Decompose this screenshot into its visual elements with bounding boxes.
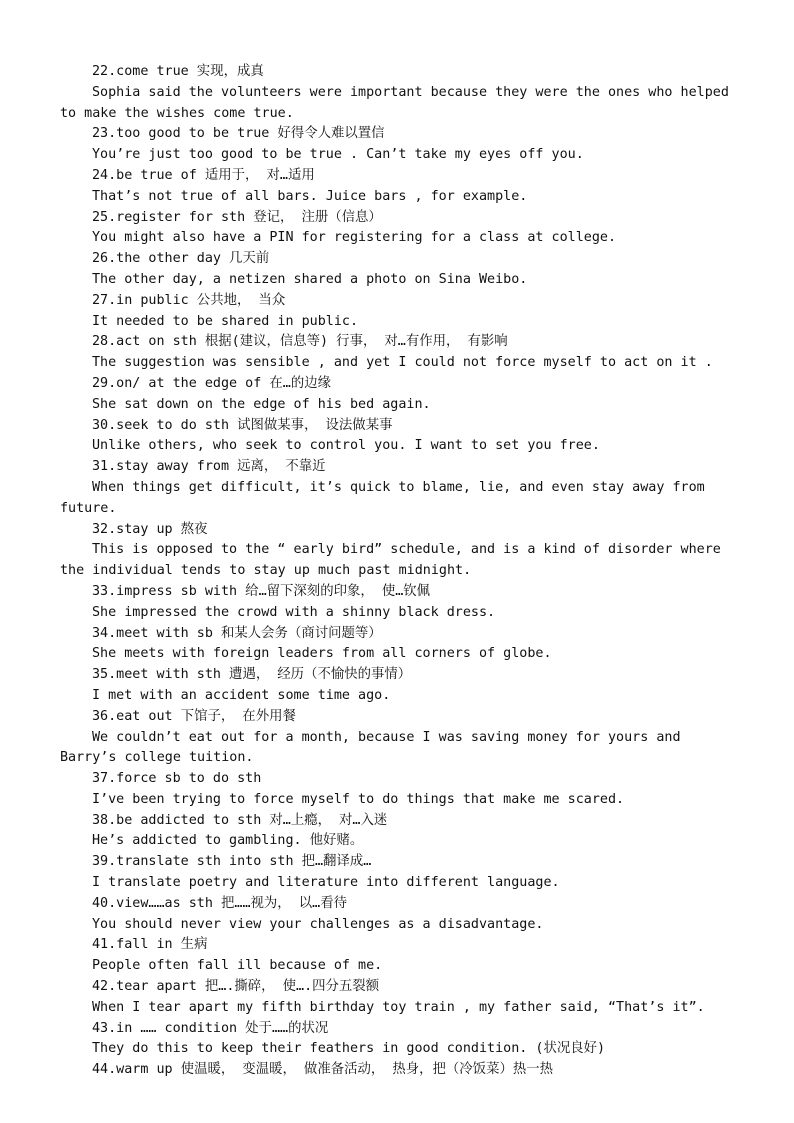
example-sentence: Unlike others, who seek to control you. I want to set you free.: [92, 438, 600, 454]
vocab-entry: [60, 416, 736, 458]
example-sentence: You might also have a PIN for registering for a class at college.: [92, 230, 617, 246]
phrase-line: 43.in …… condition 处于……的状况: [92, 1020, 329, 1036]
vocab-entry: [60, 624, 736, 666]
vocab-entry: [60, 582, 736, 624]
phrase-line: 30.seek to do sth 试图做某事， 设法做某事: [92, 417, 393, 433]
example-sentence: You’re just too good to be true . Can’t take my eyes off you.: [92, 147, 584, 163]
vocab-entry: [60, 457, 736, 519]
phrase-line: 32.stay up 熬夜: [92, 521, 208, 537]
vocab-entry: [60, 1019, 736, 1061]
phrase-line: 34.meet with sb 和某人会务（商讨问题等）: [92, 625, 382, 641]
vocab-entry: [60, 208, 736, 250]
phrase-line: 38.be addicted to sth 对…上瘾， 对…入迷: [92, 812, 388, 828]
vocab-entry: [60, 374, 736, 416]
vocab-entry: [60, 166, 736, 208]
phrase-line: 25.register for sth 登记， 注册（信息）: [92, 209, 382, 225]
example-sentence: We couldn’t eat out for a month, because I was saving money for yours and Barry’s college tuition.: [60, 729, 681, 766]
vocab-entry: [60, 707, 736, 769]
example-sentence: She sat down on the edge of his bed again.: [92, 396, 431, 412]
example-sentence: The other day, a netizen shared a photo on Sina Weibo.: [92, 271, 528, 287]
phrase-line: 29.on/ at the edge of 在…的边缘: [92, 375, 331, 391]
vocab-entry: [60, 1060, 736, 1081]
vocab-entry: [60, 894, 736, 936]
example-sentence: I translate poetry and literature into different language.: [92, 875, 560, 891]
vocab-entry: [60, 291, 736, 333]
example-sentence: She impressed the crowd with a shinny black dress.: [92, 604, 496, 620]
phrase-line: 37.force sb to do sth: [92, 771, 262, 787]
example-sentence: I met with an accident some time ago.: [92, 687, 391, 703]
phrase-line: 35.meet with sth 遭遇， 经历（不愉快的事情）: [92, 667, 412, 683]
phrase-line: 39.translate sth into sth 把…翻译成…: [92, 854, 372, 870]
vocab-entry: [60, 811, 736, 853]
vocab-entry: [60, 935, 736, 977]
phrase-line: 22.come true 实现，成真: [92, 64, 264, 79]
phrase-line: 28.act on sth 根据(建议，信息等) 行事， 对…有作用， 有影响: [92, 334, 508, 350]
vocab-entry: [60, 62, 736, 124]
vocab-entry: [60, 769, 736, 811]
phrase-line: 31.stay away from 远离， 不靠近: [92, 459, 326, 475]
phrase-line: 23.too good to be true 好得令人难以置信: [92, 126, 385, 142]
example-sentence: Sophia said the volunteers were important because they were the ones who helped to make the wishes come true.: [60, 84, 729, 121]
vocab-entry: [60, 665, 736, 707]
phrase-line: 27.in public 公共地， 当众: [92, 292, 286, 308]
example-sentence: They do this to keep their feathers in good condition. (状况良好): [92, 1041, 606, 1057]
vocab-entry: [60, 520, 736, 582]
document-body: [60, 62, 736, 1081]
phrase-line: 24.be true of 适用于， 对…适用: [92, 167, 315, 183]
example-sentence: He’s addicted to gambling. 他好赌。: [92, 833, 364, 849]
example-sentence: That’s not true of all bars. Juice bars , for example.: [92, 188, 528, 204]
example-sentence: The suggestion was sensible , and yet I could not force myself to act on it .: [92, 355, 713, 371]
phrase-line: 33.impress sb with 给…留下深刻的印象， 使…钦佩: [92, 583, 431, 599]
vocab-entry: [60, 124, 736, 166]
example-sentence: She meets with foreign leaders from all corners of globe.: [92, 646, 552, 662]
phrase-line: 44.warm up 使温暖， 变温暖， 做准备活动， 热身，把（冷饭菜）热一热: [92, 1062, 554, 1078]
phrase-line: 41.fall in 生病: [92, 937, 208, 953]
example-sentence: You should never view your challenges as a disadvantage.: [92, 916, 544, 932]
example-sentence: People often fall ill because of me.: [92, 958, 383, 974]
example-sentence: This is opposed to the “ early bird” schedule, and is a kind of disorder where the individual tends to stay up much past midnight.: [60, 542, 721, 579]
vocab-entry: [60, 977, 736, 1019]
example-sentence: When I tear apart my fifth birthday toy train , my father said, “That’s it”.: [92, 999, 705, 1015]
phrase-line: 26.the other day 几天前: [92, 251, 270, 267]
example-sentence: It needed to be shared in public.: [92, 313, 359, 329]
phrase-line: 36.eat out 下馆子， 在外用餐: [92, 708, 296, 724]
phrase-line: 40.view……as sth 把……视为， 以…看待: [92, 895, 347, 911]
phrase-line: 42.tear apart 把….撕碎， 使….四分五裂额: [92, 979, 380, 995]
example-sentence: When things get difficult, it’s quick to blame, lie, and even stay away from future.: [60, 479, 705, 516]
vocab-entry: [60, 249, 736, 291]
vocab-entry: [60, 332, 736, 374]
vocab-entry: [60, 852, 736, 894]
example-sentence: I’ve been trying to force myself to do things that make me scared.: [92, 791, 625, 807]
